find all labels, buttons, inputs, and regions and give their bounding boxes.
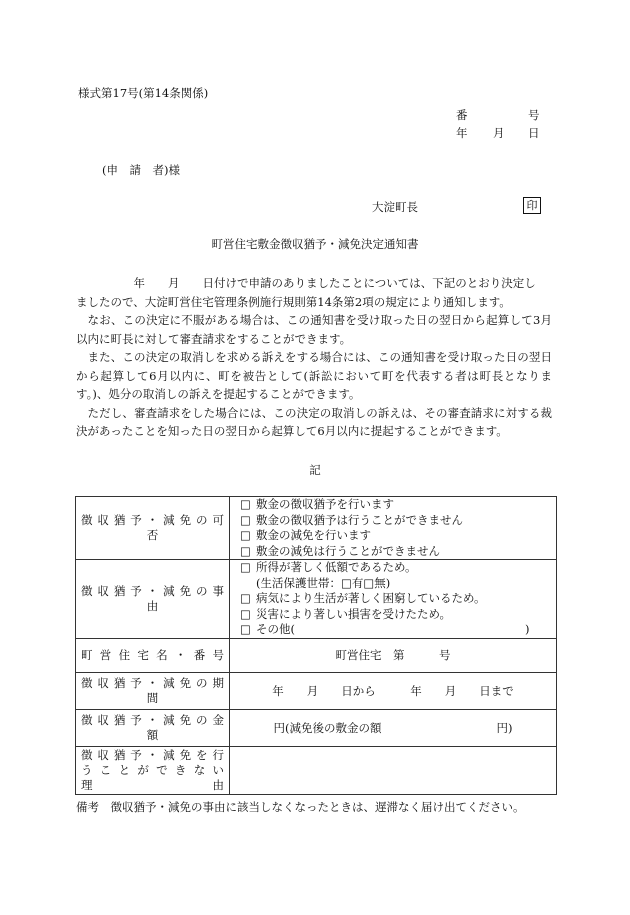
reason-option: [240, 607, 546, 623]
notice-body: [76, 274, 552, 441]
table-row: [76, 638, 557, 672]
reason-option: [240, 622, 546, 638]
reason-option-label: その他( ): [256, 622, 530, 636]
table-row: [76, 497, 557, 560]
reason-option: [240, 591, 546, 607]
amount-value: 円(減免後の敷金の額 円): [230, 709, 557, 746]
period-label-last: 間: [146, 690, 159, 705]
decision-option-label: 敷金の減免は行うことができません: [256, 543, 440, 558]
addressee: (申 請 者)様: [102, 163, 180, 177]
date-day-label: 日: [528, 126, 540, 140]
paragraph-3: また、この決定の取消しを求める訴えをする場合には、この通知書を受け取った日の翌日から起算して6月以内に、町を被告として(訴訟において町を代表する者は町長となります。)、処分の取消しの訴えを提起することができます。: [76, 350, 552, 401]
paragraph-1-line-2: ましたので、大淀町営住宅管理条例施行規則第14条第2項の規定により通知します。: [76, 294, 511, 309]
refusal-reason-label-line-2: うことができない: [81, 762, 224, 777]
amount-label: [76, 709, 230, 746]
date-month-label: 月: [493, 126, 505, 140]
amount-label-last: 額: [146, 727, 159, 742]
period-value: 年 月 日から 年 月 日まで: [230, 672, 557, 709]
checkbox[interactable]: □: [240, 622, 251, 636]
decision-option: [240, 497, 546, 513]
ki-heading: 記: [309, 463, 321, 477]
decision-table: [75, 496, 557, 795]
refusal-reason-label: [76, 746, 230, 794]
issuer: 大淀町長: [372, 200, 418, 214]
decision-option: [240, 513, 546, 529]
seal-stamp: 印: [523, 197, 541, 214]
decision-label-last: 否: [146, 528, 159, 542]
refusal-reason-label-line-3: 理 由: [81, 777, 224, 792]
reason-label-main: 徴収猶予・減免の事: [81, 583, 224, 598]
refusal-reason-value[interactable]: [230, 746, 557, 794]
decision-label-main: 徴収猶予・減免の可: [81, 513, 224, 527]
checkbox[interactable]: □: [240, 606, 251, 621]
reason-option-label: 病気により生活が著しく困窮しているため。: [256, 591, 486, 605]
table-row: [76, 672, 557, 709]
reason-option: [240, 560, 546, 576]
reason-label: [76, 560, 230, 639]
number-suffix: 号: [528, 108, 540, 122]
number-label: 番: [456, 108, 468, 122]
decision-option-label: 敷金の徴収猶予は行うことができません: [256, 512, 463, 527]
reason-option-label: 所得が著しく低額であるため。: [256, 560, 417, 574]
table-row: [76, 560, 557, 639]
period-label-main: 徴収猶予・減免の期: [81, 675, 224, 690]
reason-options: [230, 560, 557, 639]
decision-option: [240, 544, 546, 560]
decision-option-label: 敷金の減免を行います: [256, 528, 371, 542]
paragraph-2: なお、この決定に不服がある場合は、この通知書を受け取った日の翌日から起算して3月以内に町長に対して審査請求をすることができます。: [76, 313, 552, 346]
housing-value: 町営住宅 第 号: [230, 638, 557, 672]
amount-label-main: 徴収猶予・減免の金: [81, 712, 224, 727]
checkbox[interactable]: □: [240, 591, 251, 605]
document-title: 町営住宅敷金徴収猶予・減免決定通知書: [211, 237, 419, 251]
checkbox[interactable]: □: [240, 528, 251, 542]
period-label: [76, 672, 230, 709]
paragraph-4: ただし、審査請求をした場合には、この決定の取消しの訴えは、その審査請求に対する裁決があったことを知った日の翌日から起算して6月以内に提起することができます。: [76, 405, 552, 438]
reason-label-last: 由: [146, 598, 159, 613]
welfare-subnote: (生活保護世帯：□有□無): [256, 575, 391, 590]
checkbox[interactable]: □: [240, 497, 251, 511]
checkbox[interactable]: □: [240, 512, 251, 527]
paragraph-1: [76, 274, 552, 311]
remark-note: 備考 徴収猶予・減免の事由に該当しなくなったときは、遅滞なく届け出てください。: [76, 800, 525, 814]
decision-option-label: 敷金の徴収猶予を行います: [256, 497, 394, 511]
table-row: [76, 709, 557, 746]
decision-option: [240, 528, 546, 544]
checkbox[interactable]: □: [240, 560, 251, 574]
checkbox[interactable]: □: [240, 543, 251, 558]
reason-option-label: 災害により著しい損害を受けたため。: [256, 606, 452, 621]
date-year-label: 年: [456, 126, 468, 140]
decision-label: [76, 497, 230, 560]
decision-options: [230, 497, 557, 560]
paragraph-1-line-1: 年 月 日付けで申請のありましたことについては、下記のとおり決定し: [76, 276, 536, 290]
table-row: [76, 746, 557, 794]
housing-label: 町営住宅名・番号: [76, 638, 230, 672]
refusal-reason-label-line-1: 徴収猶予・減免を行: [81, 747, 224, 762]
form-number: 様式第17号(第14条関係): [78, 86, 209, 100]
